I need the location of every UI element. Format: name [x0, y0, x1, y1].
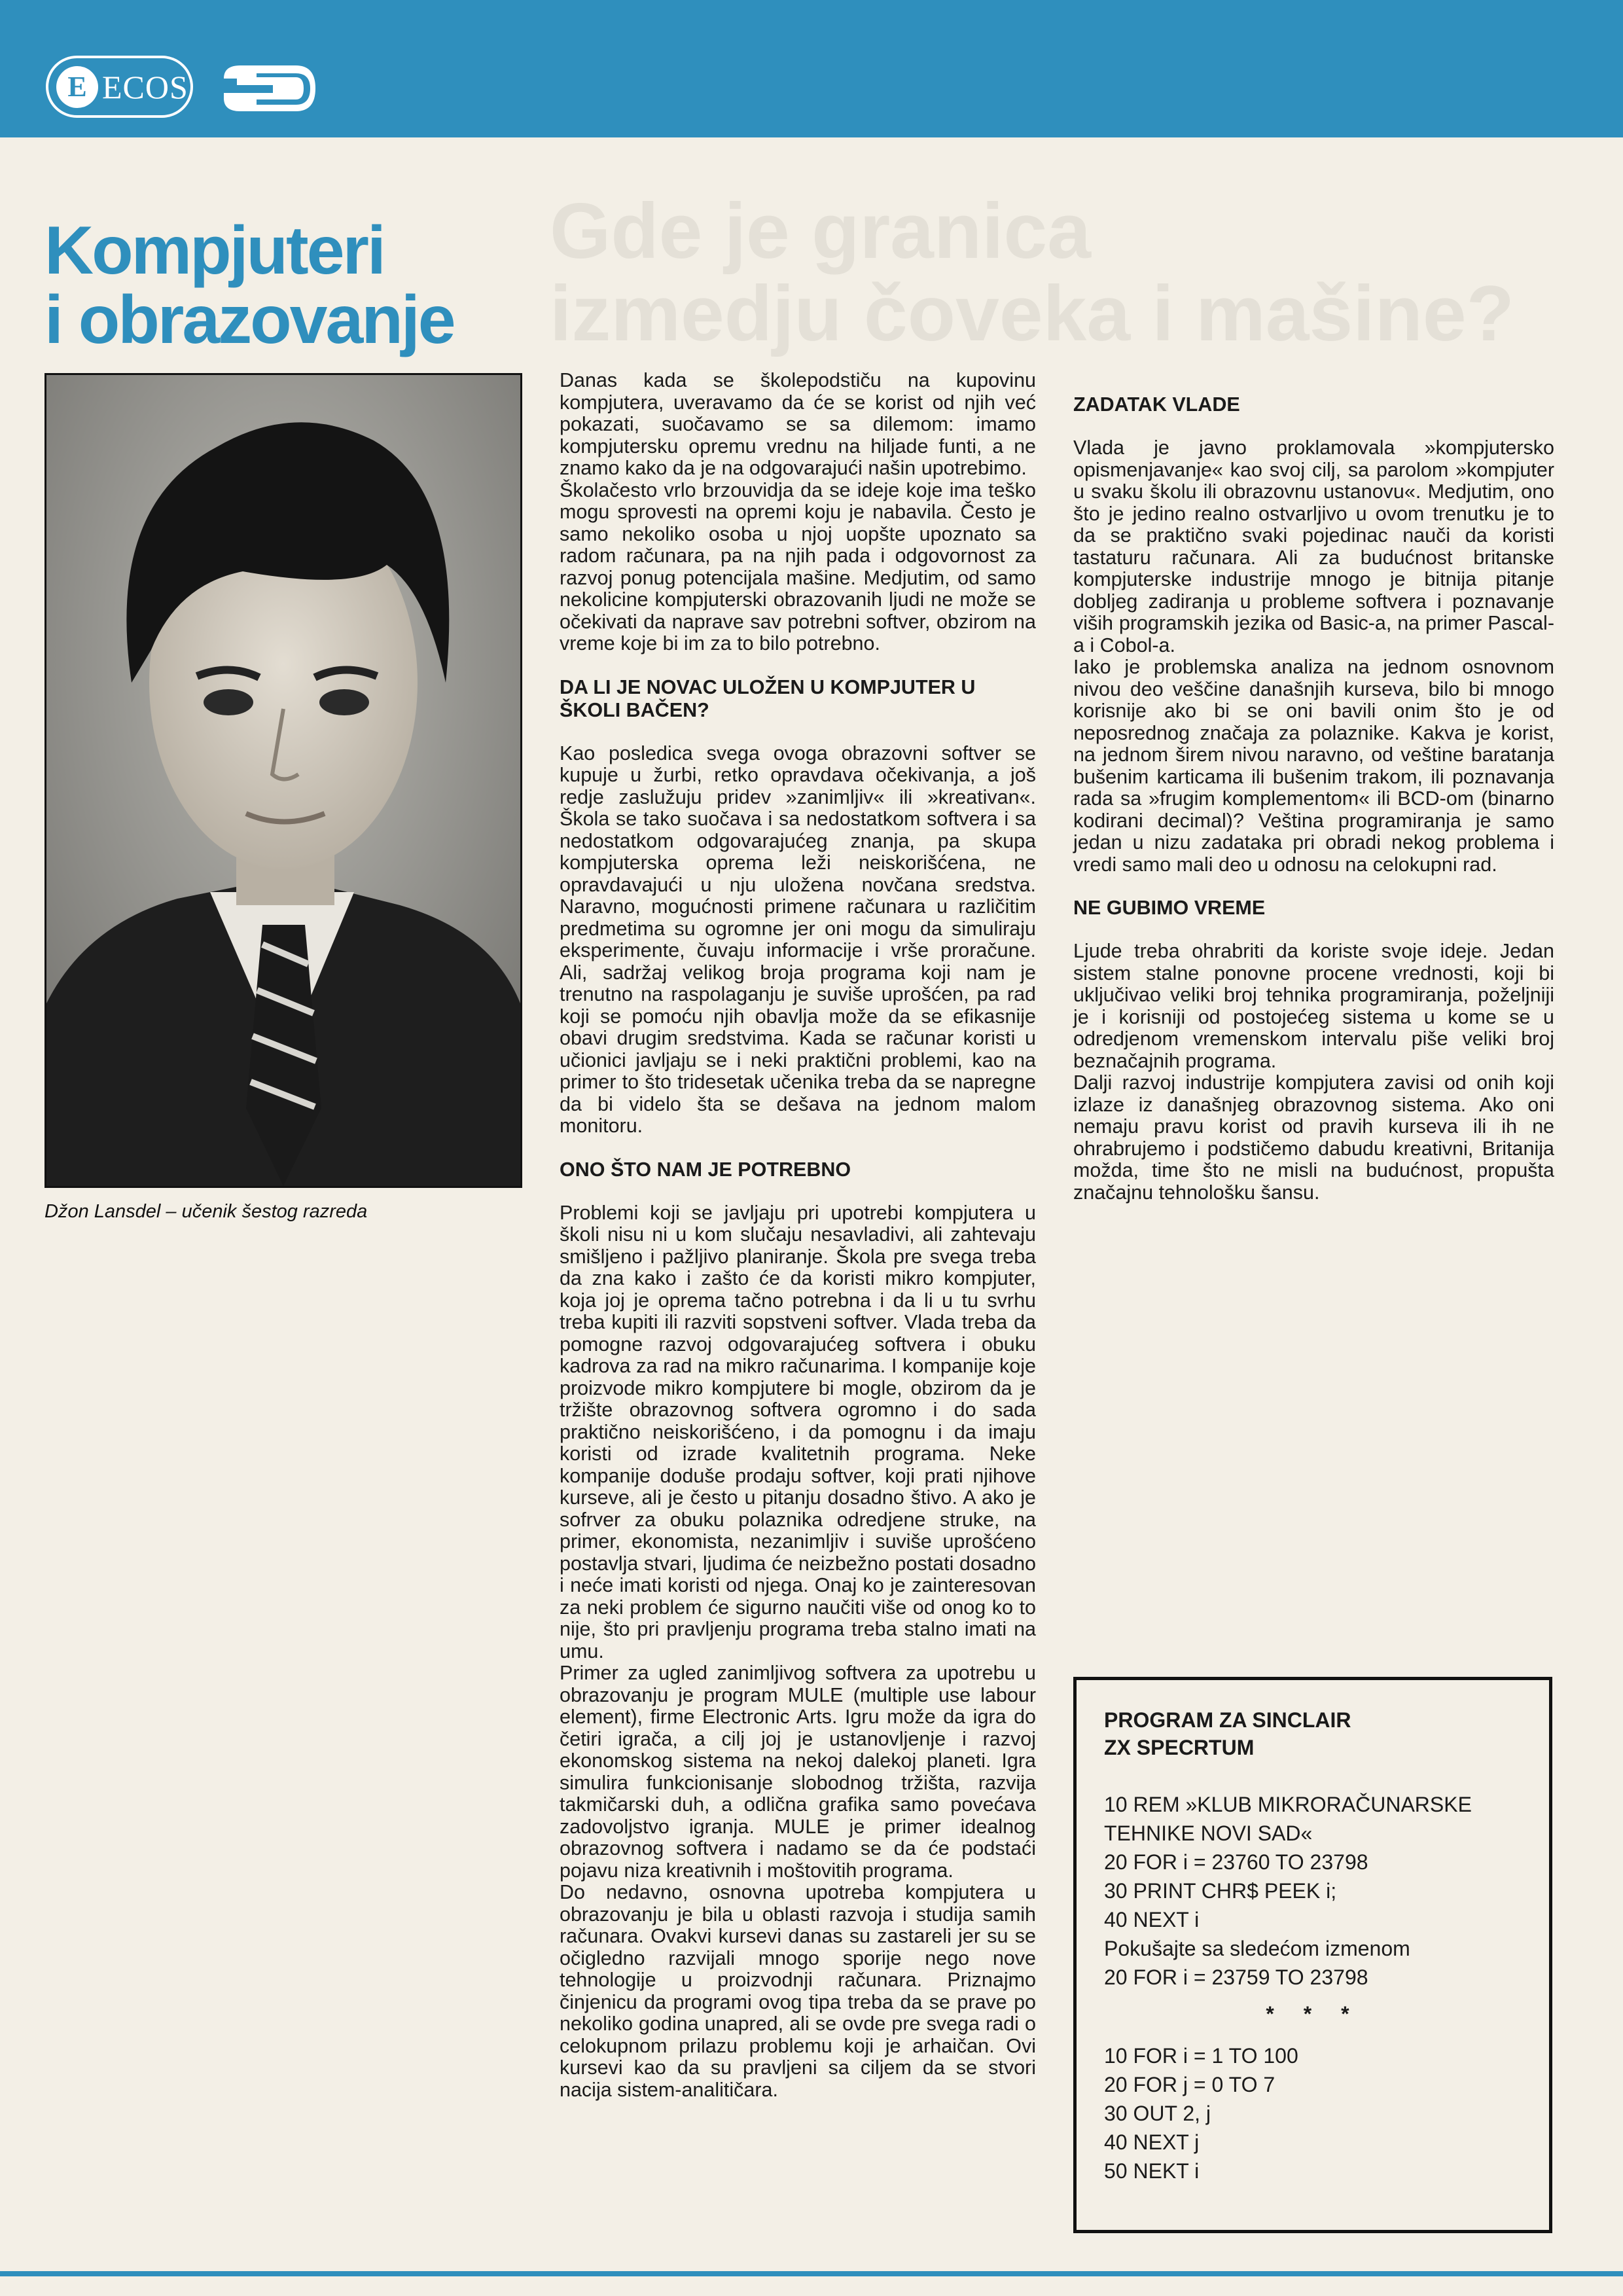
headline-line-1: Kompjuteri [45, 213, 384, 289]
paragraph: Dalji razvoj industrije kompjutera zavisi od onih koji izlaze iz današnjeg obrazovnog sistema. Ako oni nemaju pravu korist od pravih kurseva ili ih ne ohrabrujemo i podstičemo dabudu kreativni, Britanija možda, time što ne misli na budućnost, propušta značajnu tehnološku šansu. [1073, 1071, 1554, 1204]
paragraph: Vlada je javno proklamovala »kompjutersko opismenjavanje« kao svoj cilj, sa parolom »kompjuter u svaku školu ili obrazovnu ustanovu«. Medjutim, ono što je jedino realno ostvarljivo u ovom trenutku je to da se praktično svaki pojedinac nauči da koristi tastaturu računara. Ali za budućnost britanske kompjuterske industrije mnogo je bitnija pitanje dobljeg zadiranja u probleme softvera i poznavanje viših programskih jezika od Basic-a, na primer Pascal-a i Cobol-a. [1073, 437, 1554, 656]
code-line: 40 NEXT j [1104, 2130, 1200, 2154]
gd-logo-icon [211, 59, 322, 118]
code-line: 10 FOR i = 1 TO 100 [1104, 2044, 1298, 2068]
bottom-rule [0, 2271, 1623, 2276]
paragraph: Iako je problemska analiza na jednom osnovnom nivou deo veščine današnjih kurseva, bilo bi mnogo korisnije ako bi se oni bavili onim što je od neposrednog značaja za polaznike. Kakva je korist, na jednom širem nivou naravno, od veštine baratanja bušenim karticama ili bušenim trakom, ili poznavanja rada sa »frugim komplementom« ili BCD-om (binarno kodirani decimal)? Veština programiranja je samo jedan u nizu zadataka pri obradi nekog problema i vredi samo mali deo u odnosu na celokupni rad. [1073, 656, 1554, 876]
globe-icon: E [56, 66, 98, 108]
code-line: 10 REM »KLUB MIKRORAČUNARSKE TEHNIKE NOVI SAD« [1104, 1793, 1472, 1845]
section-heading: DA LI JE NOVAC ULOŽEN U KOMPJUTER U ŠKOLI BAČEN? [560, 675, 976, 721]
code-line: 20 FOR i = 23759 TO 23798 [1104, 1965, 1368, 1989]
paragraph: Problemi koji se javljaju pri upotrebi kompjutera u školi nisu ni u kom slučaju nesavladivi, ali zahtevaju smišljeno i pažljivo planiranje. Škola pre svega treba da zna kako i zašto će da koristi mikro kompjuter, koja joj je oprema tačno potrebna i da li u tu svrhu treba kupiti ili razviti sopstveni softver. Vlada treba da pomogne razvoj odgovarajućeg softvera i obuku kadrova za rad na mikro računarima. I kompanije koje proizvode mikro kompjutere bi mogle, obzirom da je tržište obrazovnog softvera ogromno i do sada praktično neiskorišćeno, i da pomognu i da imaju koristi od izrade kvalitetnih programa. Neke kompanije doduše prodaju softver, koji prati njihove kurseve, ali je često u pitanju dosadno štivo. A ako je sofrver za obuku polaznika odredjene struke, na primer, ekonomista, nezanimljiv i suviše uprošćeno postavlja stvari, ljudima će neizbežno postati dosadno i neće imati koristi od njega. Onaj ko je zainteresovan za neki problem će sigurno naučiti više od onog ko to nije, što pri pravljenju programa treba stalno imati na umu. [560, 1201, 1036, 1662]
header-bar [0, 0, 1623, 137]
faded-show-through-title: Gde je granica izmedju čoveka i mašine? [550, 187, 1514, 357]
separator: * * * [1266, 2002, 1361, 2026]
ecos-logo [46, 56, 193, 118]
ecos-logo-text: ECOS [102, 68, 188, 105]
headline-line-2: i obrazovanje [45, 282, 454, 358]
paragraph: Danas kada se školepodstiču na kupovinu kompjutera, uveravamo da će se korist od njih već pokazati, suočavamo se sa dilemom: imamo kompjutersku opremu vrednu na hiljade funti, a ne znamo kako da je na odgovarajući našin upotrebimo. [560, 369, 1036, 479]
paragraph: Kao posledica svega ovoga obrazovni softver se kupuje u žurbi, retko opravdava očekivanja, a još redje zaslužuju pridev »zanimljiv« ili »kreativan«. Škola se tako suočava i sa nedostatkom softvera i sa nedostatkom odgovarajućeg znanja, pa skupa kompjuterska oprema leži neiskorišćena, ne opravdavajući u nju uložena novčana sredstva. Naravno, mogućnosti primene računara u različitim predmetima su ogromne jer oni mogu da simuliraju eksperimente, čuvaju informacije i vrše proračune. Ali, sadržaj velikog broja programa koji nam je trenutno na raspolaganju je suviše uprošćen, pa rad koji se pomoću njih obavlja može da se efikasnije obavi drugim sredstvima. Kada se računar koristi u učionici javljaju se i neki praktični problemi, kao na primer to što tridesetak učenika treba da se napregne da bi videlo šta se dešava na jednom malom monitoru. [560, 742, 1036, 1137]
code-line: 30 PRINT CHR$ PEEK i; [1104, 1879, 1337, 1903]
program-box-title: PROGRAM ZA SINCLAIR ZX SPECRTUM [1104, 1708, 1351, 1759]
section-heading: ZADATAK VLADE [1073, 393, 1240, 416]
code-line: 20 FOR i = 23760 TO 23798 [1104, 1850, 1368, 1874]
paragraph: Do nedavno, osnovna upotreba kompjutera u obrazovanju je bila u oblasti razvoja i studija samih računara. Ovakvi kursevi danas su zastareli jer su se očigledno razvijali mnogo sporije nego nove tehnologije u proizvodnji računara. Priznajmo činjenicu da programi ovog tipa treba da se prave po nekoliko godina unapred, ali se ovde pre svega radi o celokupnom prilazu problemu koji je arhaičan. Ovi kursevi kao da su pravljeni sa ciljem da se stvori nacija sistem-analitičara. [560, 1881, 1036, 2101]
program-listing-box [1073, 1677, 1552, 2233]
section-heading: ONO ŠTO NAM JE POTREBNO [560, 1158, 851, 1181]
article-column-middle [560, 370, 1036, 2101]
code-line: 20 FOR j = 0 TO 7 [1104, 2073, 1275, 2096]
code-line: 40 NEXT i [1104, 1908, 1200, 1931]
code-line: 50 NEKT i [1104, 2159, 1200, 2183]
portrait-photo [45, 373, 522, 1188]
code-line: 30 OUT 2, j [1104, 2102, 1211, 2125]
article-column-right [1073, 370, 1554, 1204]
article-headline [45, 213, 542, 358]
paragraph: Ljude treba ohrabriti da koriste svoje ideje. Jedan sistem stalne ponovne procene vrednosti, koji bi uključivao veliki broj tehnika programiranja, poželjniji je i korisniji od postojećeg sistema u kome se u odredjenom vremenskom intervalu piše veliki broj beznačajnih programa. [1073, 940, 1554, 1072]
paragraph: Primer za ugled zanimljivog softvera za upotrebu u obrazovanju je program MULE (multiple use labour element), firme Electronic Arts. Igru može da igra do četiri igrača, a cilj joj je ustanovljenje i razvoj ekonomskog sistema na nekoj dalekoj planeti. Igra simulira funkcionisanje slobodnog tržišta, razvija takmičarski duh, a odlična grafika samo povećava zadovoljstvo igranja. MULE je primer idealnog obrazovnog softvera i nadamo se da će podstaći pojavu niza kreativnih i moštovitih programa. [560, 1662, 1036, 1882]
photo-caption: Džon Lansdel – učenik šestog razreda [45, 1201, 368, 1222]
section-heading: NE GUBIMO VREME [1073, 897, 1266, 919]
program-note: Pokušajte sa sledećom izmenom [1104, 1937, 1410, 1960]
paragraph: Školačesto vrlo brzouvidja da se ideje koje ima teško mogu sprovesti na opremi koju je nabavila. Često je samo nekoliko osoba u njoj uopšte upoznato sa radom računara, pa na njih pada i odgovornost za razvoj ponug potencijala mašine. Medjutim, od samo nekolicine kompjuterski obrazovanih ljudi ne može se očekivati da naprave sav potrebni softver, obzirom na vreme koje bi im za to bilo potrebno. [560, 478, 1036, 655]
